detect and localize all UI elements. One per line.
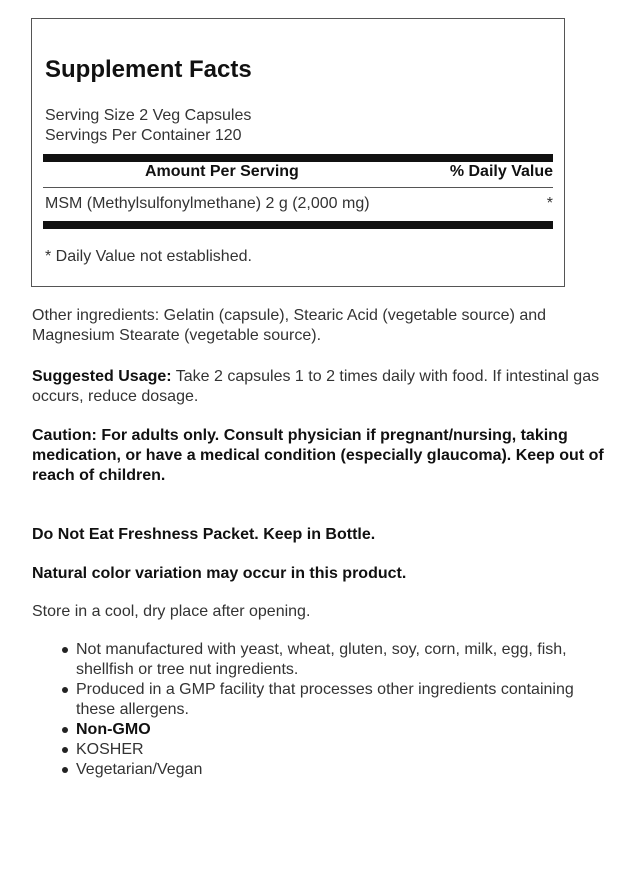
- supplement-facts-panel: [31, 18, 565, 287]
- amount-per-serving-header: Amount Per Serving: [145, 163, 299, 180]
- suggested-usage: [32, 367, 612, 407]
- ingredient-name: MSM (Methylsulfonylmethane) 2 g (2,000 mg): [45, 195, 370, 212]
- bullet-icon: [62, 747, 68, 753]
- storage-instructions: Store in a cool, dry place after opening.: [32, 603, 311, 620]
- suggested-usage-text: Take 2 capsules 1 to 2 times daily with food. If intestinal gas occurs, reduce dosage.: [32, 368, 600, 405]
- suggested-usage-label: Suggested Usage:: [32, 368, 172, 385]
- list-item: KOSHER: [76, 740, 612, 760]
- thick-divider-top: [43, 154, 553, 162]
- bullet-icon: [62, 767, 68, 773]
- thick-divider-bottom: [43, 221, 553, 229]
- serving-size: Serving Size 2 Veg Capsules: [45, 107, 252, 124]
- ingredient-daily-value: *: [546, 195, 553, 212]
- thin-divider: [43, 187, 553, 188]
- bullet-icon: [62, 647, 68, 653]
- list-item: Not manufactured with yeast, wheat, gluten, soy, corn, milk, egg, fish, shellfish or tree nut ingredients.: [76, 640, 612, 680]
- daily-value-footnote: * Daily Value not established.: [45, 248, 252, 265]
- bullet-icon: [62, 727, 68, 733]
- list-item: Vegetarian/Vegan: [76, 760, 612, 780]
- facts-header-row: [43, 163, 553, 183]
- daily-value-header: % Daily Value: [449, 163, 553, 180]
- caution-text: Caution: For adults only. Consult physician if pregnant/nursing, taking medication, or have a medical condition (especially glaucoma). Keep out of reach of children.: [32, 427, 604, 484]
- bullet-icon: [62, 687, 68, 693]
- supplement-facts-title: Supplement Facts: [45, 56, 252, 83]
- list-item: Produced in a GMP facility that processes other ingredients containing these allergens.: [76, 680, 612, 720]
- product-claims-list: [32, 640, 612, 780]
- list-item: Non-GMO: [76, 720, 612, 740]
- color-variation-note: Natural color variation may occur in this product.: [32, 565, 407, 582]
- servings-per-container: Servings Per Container 120: [45, 127, 242, 144]
- freshness-warning: Do Not Eat Freshness Packet. Keep in Bottle.: [32, 526, 376, 543]
- other-ingredients: Other ingredients: Gelatin (capsule), Stearic Acid (vegetable source) and Magnesium Stearate (vegetable source).: [32, 307, 547, 344]
